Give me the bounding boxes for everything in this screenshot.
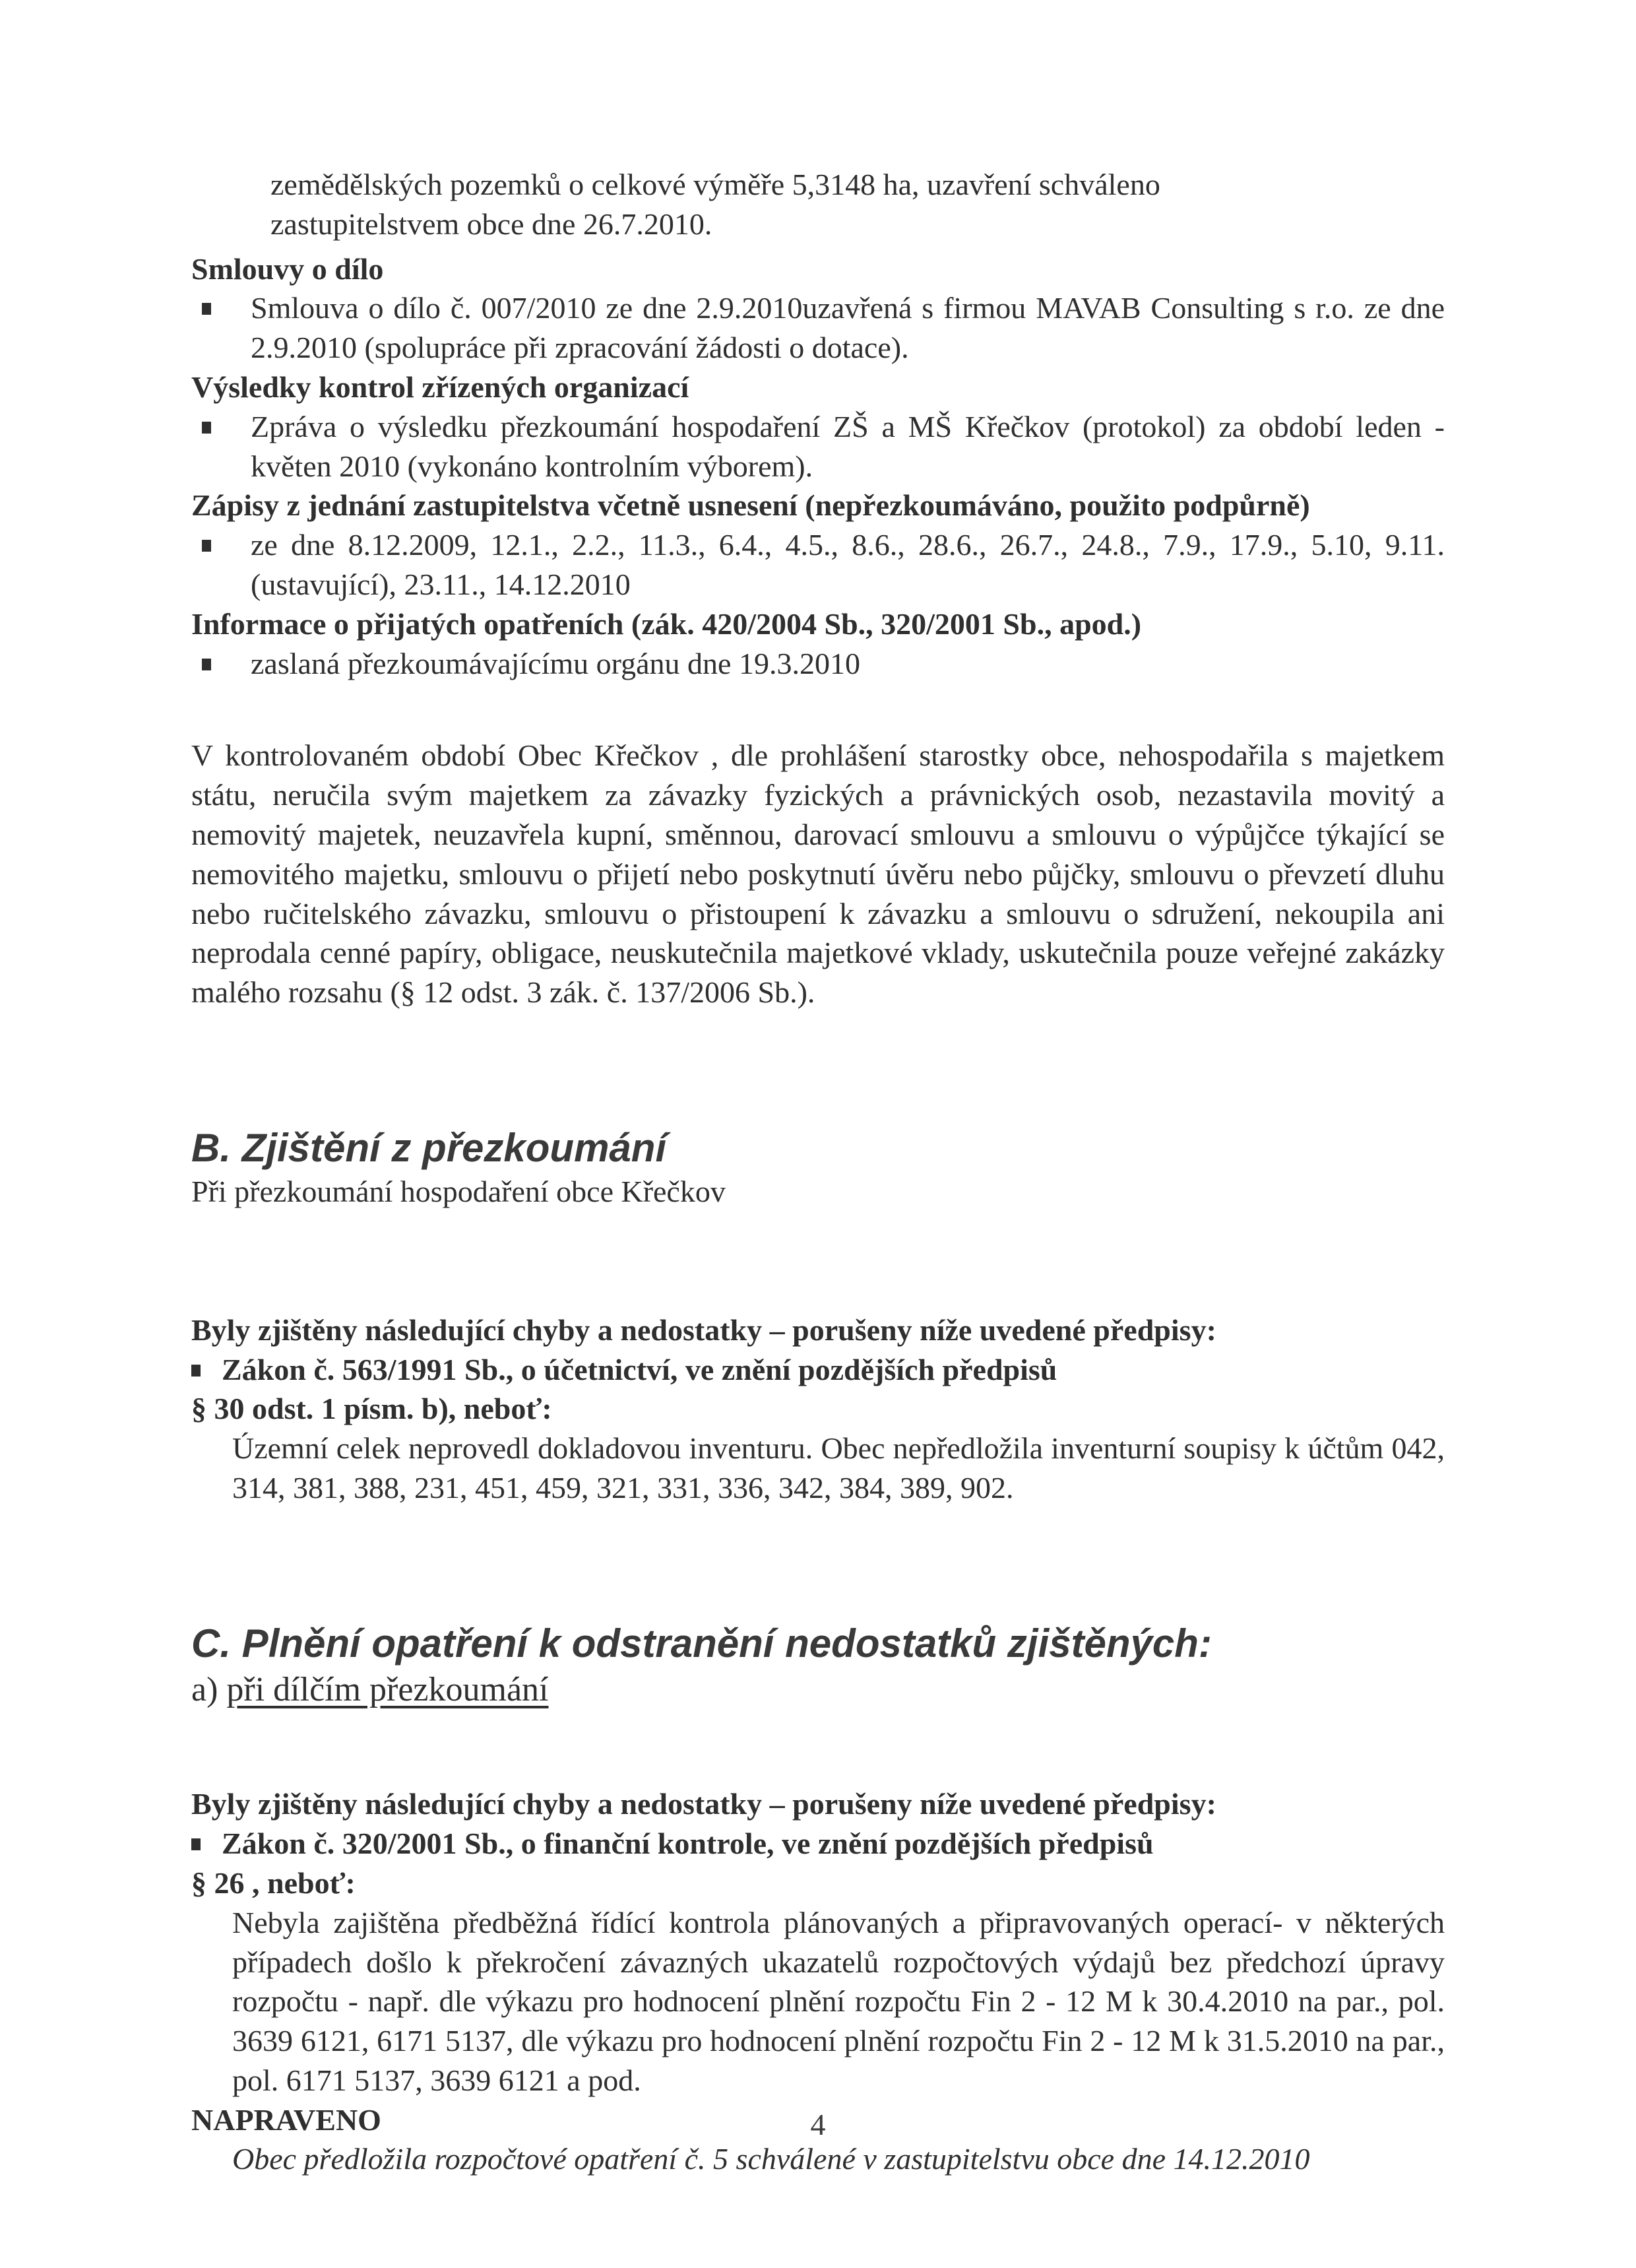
section-b-finding-text: Územní celek neprovedl dokladovou inventuru. Obec nepředložila inventurní soupisy k účtům 042, 314, 381, 388, 231, 451, 459, 321, 331, 336, 342, 384, 389, 902. bbox=[232, 1431, 1445, 1505]
bullet-icon bbox=[191, 1838, 201, 1850]
list-item bbox=[191, 407, 1445, 486]
section-c-status: NAPRAVENO bbox=[191, 2102, 381, 2137]
section-c-resolution: Obec předložila rozpočtové opatření č. 5 schválené v zastupitelstvu obce dne 14.12.2010 bbox=[232, 2142, 1310, 2176]
intro-continuation bbox=[191, 165, 1445, 244]
section-c-paragraph-ref: § 26 , neboť: bbox=[191, 1865, 356, 1900]
section-c-title: C. Plnění opatření k odstranění nedostatků zjištěných: bbox=[191, 1621, 1212, 1666]
smlouvy-heading: Smlouvy o dílo bbox=[191, 251, 384, 286]
section-c-subsection-prefix: a) bbox=[191, 1670, 227, 1708]
list-item bbox=[191, 288, 1445, 368]
section-b-title: B. Zjištění z přezkoumání bbox=[191, 1125, 667, 1170]
section-b-subtitle: Při přezkoumání hospodaření obce Křečkov bbox=[191, 1174, 726, 1208]
list-item bbox=[191, 644, 1445, 684]
bullet-icon bbox=[202, 659, 211, 670]
bullet-icon bbox=[202, 540, 211, 552]
bullet-icon bbox=[191, 1365, 201, 1377]
intro-line-2: zastupitelstvem obce dne 26.7.2010. bbox=[270, 207, 712, 241]
section-c-subsection-label: při dílčím přezkoumání bbox=[226, 1670, 549, 1708]
section-c-subsection bbox=[191, 1668, 1445, 1712]
page-number: 4 bbox=[810, 2108, 826, 2141]
bullet-icon bbox=[202, 303, 211, 315]
zapisy-item: ze dne 8.12.2009, 12.1., 2.2., 11.3., 6.4., 4.5., 8.6., 28.6., 26.7., 24.8., 7.9., 17.9., 5.10, 9.11. (ustavující), 23.11., 14.12.2010 bbox=[251, 528, 1445, 601]
section-b-law: Zákon č. 563/1991 Sb., o účetnictví, ve znění pozdějších předpisů bbox=[222, 1352, 1057, 1386]
bullet-icon bbox=[202, 422, 211, 434]
section-c-finding-text: Nebyla zajištěna předběžná řídící kontrola plánovaných a připravovaných operací- v některých případech došlo k překročení závazných ukazatelů rozpočtových výdajů bez předchozí úpravy rozpočtu - např. dle výkazu pro hodnocení plnění rozpočtu Fin 2 - 12 M k 30.4.2010 na par., pol. 3639 6121, 6171 5137, dle výkazu pro hodnocení plnění rozpočtu Fin 2 - 12 M k 31.5.2010 na par., pol. 6171 5137, 3639 6121 a pod. bbox=[232, 1905, 1445, 2097]
section-b-paragraph-ref: § 30 odst. 1 písm. b), neboť: bbox=[191, 1392, 552, 1426]
vysledky-heading: Výsledky kontrol zřízených organizací bbox=[191, 370, 689, 404]
vysledky-item: Zpráva o výsledku přezkoumání hospodaření ZŠ a MŠ Křečkov (protokol) za období leden - květen 2010 (vykonáno kontrolním výborem). bbox=[251, 409, 1445, 483]
intro-line-1: zemědělských pozemků o celkové výměře 5,3148 ha, uzavření schváleno bbox=[270, 168, 1160, 201]
list-item bbox=[191, 1824, 1445, 1863]
page-content bbox=[191, 165, 1445, 2179]
section-b-findings-heading: Byly zjištěny následující chyby a nedostatky – porušeny níže uvedené předpisy: bbox=[191, 1312, 1216, 1347]
summary-paragraph: V kontrolovaném období Obec Křečkov , dle prohlášení starostky obce, nehospodařila s majetkem státu, neručila svým majetkem za závazky fyzických a právnických osob, nezastavila movitý a nemovitý majetek, neuzavřela kupní, směnnou, darovací smlouvu a smlouvu o výpůjčce týkající se nemovitého majetku, smlouvu o přijetí nebo poskytnutí úvěru nebo půjčky, smlouvu o převzetí dluhu nebo ručitelského závazku, smlouvu o přistoupení k závazku a smlouvu o sdružení, nekoupila ani neprodala cenné papíry, obligace, neuskutečnila majetkové vklady, uskutečnila pouze veřejné zakázky malého rozsahu (§ 12 odst. 3 zák. č. 137/2006 Sb.). bbox=[191, 738, 1445, 1010]
smlouvy-item: Smlouva o dílo č. 007/2010 ze dne 2.9.2010uzavřená s firmou MAVAB Consulting s r.o. ze dne 2.9.2010 (spolupráce při zpracování žádosti o dotace). bbox=[251, 291, 1445, 365]
list-item bbox=[191, 1350, 1445, 1390]
section-c-law: Zákon č. 320/2001 Sb., o finanční kontrole, ve znění pozdějších předpisů bbox=[222, 1827, 1154, 1861]
zapisy-heading: Zápisy z jednání zastupitelstva včetně usnesení (nepřezkoumáváno, použito podpůrně) bbox=[191, 488, 1310, 523]
section-c-findings-heading: Byly zjištěny následující chyby a nedostatky – porušeny níže uvedené předpisy: bbox=[191, 1787, 1216, 1821]
informace-item: zaslaná přezkoumávajícímu orgánu dne 19.3.2010 bbox=[251, 646, 860, 680]
list-item bbox=[191, 525, 1445, 604]
informace-heading: Informace o přijatých opatřeních (zák. 420/2004 Sb., 320/2001 Sb., apod.) bbox=[191, 606, 1142, 641]
